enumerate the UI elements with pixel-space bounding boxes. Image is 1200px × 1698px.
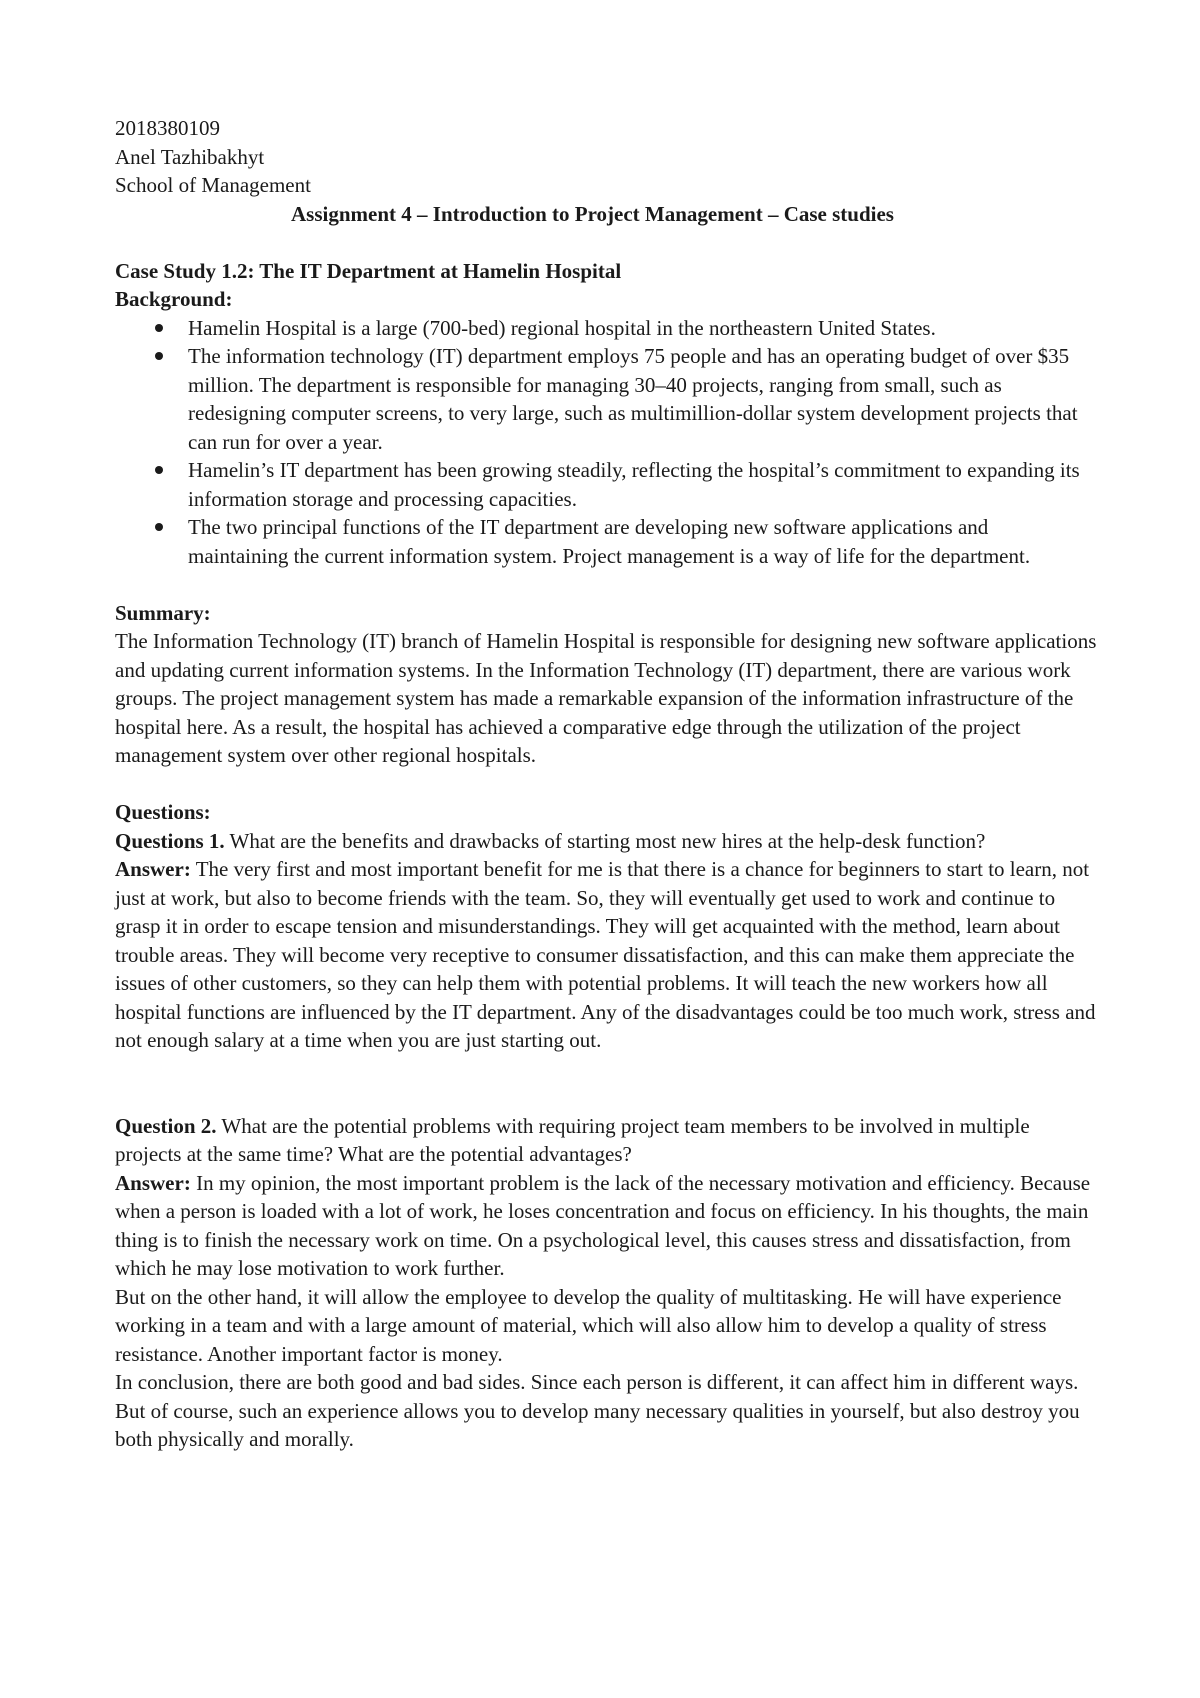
answer-2-paragraph-2: But on the other hand, it will allow the employee to develop the quality of multitasking. He will have experience working in a team and with a large amount of material, which will also allow him to develop a quality of stress resistance. Another important factor is money. [115,1284,1062,1366]
question-1-label: Questions 1. [115,828,225,853]
list-item-text: The information technology (IT) department employs 75 people and has an operating budget of over $35 million. The department is responsible for managing 30–40 projects, ranging from small, such as redesigning computer screens, to very large, such as multimillion-dollar system development projects that can run for over a year. [188,344,1078,454]
list-item [115,342,1093,456]
list-item [115,456,1093,513]
question-1-text: What are the benefits and drawbacks of starting most new hires at the help-desk function? [224,828,986,853]
answer-1-label: Answer: [115,857,191,881]
document-body [115,114,1100,1454]
question-2-label: Question 2. [115,1113,217,1138]
answer-2-label: Answer: [115,1170,191,1195]
spacer [115,570,1100,599]
answer-1 [115,855,1100,1055]
background-list [115,314,1100,571]
list-item-text: Hamelin Hospital is a large (700-bed) regional hospital in the northeastern United States. [188,315,936,340]
student-name: Anel Tazhibakhyt [115,144,265,169]
student-id: 2018380109 [115,116,220,140]
bullet-icon [155,466,163,474]
background-label: Background: [115,287,233,311]
list-item [115,314,1093,343]
spacer [115,1055,1100,1112]
school-name: School of Management [115,173,311,197]
question-2-text: What are the potential problems with requiring project team members to be involved in multiple projects at the same time? What are the potential advantages? [115,1113,1030,1166]
case-study-heading: Case Study 1.2: The IT Department at Hamelin Hospital [115,258,622,283]
question-1 [115,827,1100,856]
answer-2-text: In my opinion, the most important problem is the lack of the necessary motivation and efficiency. Because when a person is loaded with a lot of work, he loses concentration and focus on efficiency. In his thoughts, the main thing is to finish the necessary work on time. On a psychological level, this causes stress and dissatisfaction, from which he may lose motivation to work further. [115,1170,1091,1280]
list-item [115,513,1093,570]
spacer [115,228,1100,257]
list-item-text: The two principal functions of the IT department are developing new software applications and maintaining the current information system. Project management is a way of life for the department. [188,515,1031,568]
bullet-icon [155,324,163,332]
bullet-icon [155,352,163,360]
spacer [115,770,1100,799]
summary-text: The Information Technology (IT) branch of Hamelin Hospital is responsible for designing new software applications and updating current information systems. In the Information Technology (IT) department, there are various work groups. The project management system has made a remarkable expansion of the information infrastructure of the hospital here. As a result, the hospital has achieved a comparative edge through the utilization of the project management system over other regional hospitals. [115,629,1097,767]
bullet-icon [155,523,163,531]
assignment-title: Assignment 4 – Introduction to Project Management – Case studies [291,201,894,226]
answer-2-paragraph-3: In conclusion, there are both good and bad sides. Since each person is different, it can affect him in different ways. But of course, such an experience allows you to develop many necessary qualities in yourself, but also destroy you both physically and morally. [115,1370,1080,1451]
answer-1-text: The very first and most important benefit for me is that there is a chance for beginners to start to learn, not just at work, but also to become friends with the team. So, they will eventually get used to work and continue to grasp it in order to escape tension and misunderstandings. They will get acquainted with the method, learn about trouble areas. They will become very receptive to consumer dissatisfaction, and this can make them appreciate the issues of other customers, so they can help them with potential problems. It will teach the new workers how all hospital functions are influenced by the IT department. Any of the disadvantages could be too much work, stress and not enough salary at a time when you are just starting out. [115,857,1096,1052]
list-item-text: Hamelin’s IT department has been growing steadily, reflecting the hospital’s commitment to expanding its information storage and processing capacities. [188,458,1080,511]
summary-label: Summary: [115,600,211,625]
question-2 [115,1112,1100,1169]
questions-label: Questions: [115,800,211,824]
answer-2 [115,1169,1100,1283]
